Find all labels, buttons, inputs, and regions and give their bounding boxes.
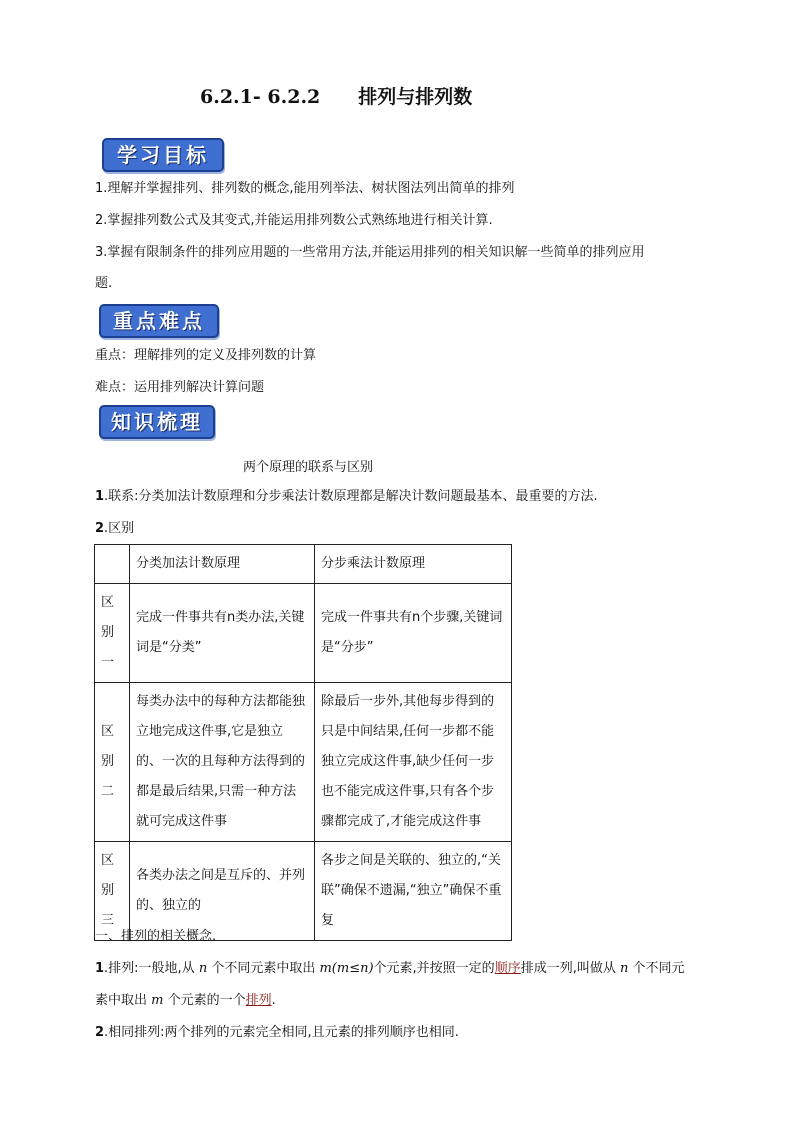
definition-text: . [271,993,276,1008]
table-cell: 每类办法中的每种方法都能独立地完成这件事,它是独立的、一次的且每种方法得到的都是最后结果,只需一种方法就可完成这件事 [130,683,315,842]
permutation-definition-line2 [95,992,276,1010]
definition-text: 个元素,并按照一定的 [373,961,495,976]
table-header-cell: 分步乘法计数原理 [315,545,512,584]
link-number: 1 [95,489,105,504]
table-header-cell: 分类加法计数原理 [130,545,315,584]
condition-m-le-n: m(m≤n) [319,961,374,976]
definition-text: 个不同元 [628,961,685,976]
comparison-table [94,544,512,941]
table-header-cell [95,545,130,584]
goal-item-2: 2.掌握排列数公式及其变式,并能运用排列数公式熟练地进行相关计算. [95,213,493,228]
same-number: 2 [95,1025,105,1040]
definition-text: 个不同元素中取出 [207,961,320,976]
row-label: 区别三 [95,842,130,941]
difficulty-point: 难点：运用排列解决计算问题 [95,380,265,395]
variable-n: n [619,961,629,976]
learning-goals-badge: 学习目标 [102,138,224,172]
difference-heading [95,520,134,538]
order-term-link[interactable]: 顺序 [494,961,521,976]
goal-item-3-line1: 3.掌握有限制条件的排列应用题的一些常用方法,并能运用排列的相关知识解一些简单的排列应用 [95,245,645,260]
table-cell: 完成一件事共有n类办法,关键词是“分类” [130,584,315,683]
knowledge-badge: 知识梳理 [99,405,215,439]
title-code: 6.2.1- 6.2.2 [200,86,321,108]
table-header-row [95,545,512,584]
table-cell: 除最后一步外,其他每步得到的只是中间结果,任何一步都不能独立完成这件事,缺少任何一步也不能完成这件事,只有各个步骤都完成了,才能完成这件事 [315,683,512,842]
permutation-definition-line1 [95,960,684,978]
page-title [200,82,472,109]
difference-text: .区别 [104,521,135,536]
goal-item-3-line2: 题. [95,276,113,291]
definition-text: .排列:一般地,从 [104,961,199,976]
table-cell: 各步之间是关联的、独立的,“关联”确保不遗漏,“独立”确保不重复 [315,842,512,941]
key-points-badge: 重点难点 [99,304,219,338]
definition-text: 排成一列,叫做从 [520,961,620,976]
link-text: .联系:分类加法计数原理和分步乘法计数原理都是解决计数问题最基本、最重要的方法. [104,489,598,504]
focus-point: 重点：理解排列的定义及排列数的计算 [95,348,317,363]
difference-number: 2 [95,521,105,536]
same-text: .相同排列:两个排列的元素完全相同,且元素的排列顺序也相同. [104,1025,459,1040]
table-row [95,584,512,683]
table-cell: 完成一件事共有n个步骤,关键词是“分步” [315,584,512,683]
variable-n: n [198,961,208,976]
section-title: 两个原理的联系与区别 [243,460,374,475]
table-cell: 各类办法之间是互斥的、并列的、独立的 [130,842,315,941]
goal-item-1: 1.理解并掌握排列、排列数的概念,能用列举法、树状图法列出简单的排列 [95,181,515,196]
title-name: 排列与排列数 [358,86,473,108]
same-permutation-definition [95,1024,459,1042]
definition-text: 个元素的一个 [163,993,246,1008]
row-label: 区别二 [95,683,130,842]
section-one-heading: 一、排列的相关概念. [95,929,217,944]
definition-number: 1 [95,961,105,976]
table-row [95,842,512,941]
variable-m: m [151,993,164,1008]
link-paragraph [95,488,598,506]
table-row [95,683,512,842]
permutation-term-link[interactable]: 排列 [245,993,272,1008]
row-label: 区别一 [95,584,130,683]
definition-text: 素中取出 [95,993,152,1008]
